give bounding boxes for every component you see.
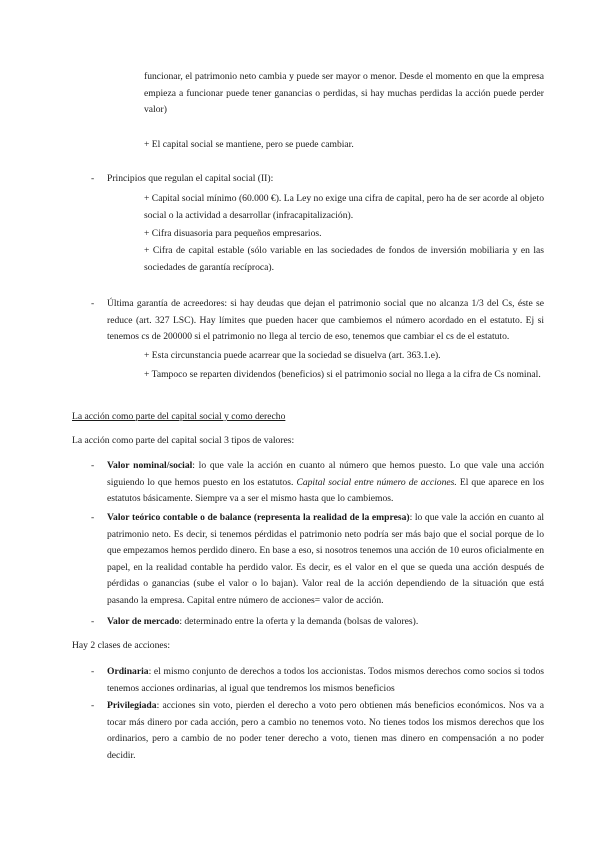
valor-teorico-text: : lo que vale la acción en cuanto al patrimonio neto. Es decir, si tenemos pérdidas el patrimonio neto podría ser más bajo que el social porque de lo que empezamos hemos perdido dinero. En base a eso, si nosotros tenemos una acción de 10 euros oficialmente en papel, en la realidad contable ha perdido valor. Es decir, es el valor en el que se queda una acción después de pérdidas o ganancias (sube el valor o lo bajan). Valor real de la acción dependiendo de la situación que está pasando la empresa. Capital entre número de acciones= valor de acción. [107,512,544,606]
bullet-dash: - [91,460,95,471]
bullet-dash: - [91,700,95,711]
clase-ordinaria-term: Ordinaria [107,666,149,677]
intro-plus-capital: + El capital social se mantiene, pero se puede cambiar. [144,139,354,150]
valor-mercado-term: Valor de mercado [107,616,180,627]
garantia-paragraph: Última garantía de acreedores: si hay deudas que dejan el patrimonio social que no alcanza 1/3 del Cs, éste se reduce (art. 327 LSC). Hay límites que pueden hacer que cambiemos el número acordado en el estatuto. Ej si tenemos cs de 200000 si el patrimonio no llega al tercio de eso, tenemos que cambiar el cs de el estatuto. [107,298,544,343]
bullet-dash: - [91,512,95,523]
clases-intro: Hay 2 clases de acciones: [72,640,171,651]
bullet-dash: - [91,616,95,627]
section-intro: La acción como parte del capital social 3 tipos de valores: [72,435,295,446]
clase-privilegiada-text: : acciones sin voto, pierden el derecho a voto pero obtienen más beneficios económicos. Nos va a tocar más dinero por cada acción, pero a cambio no tenemos voto. No tienes todos los mismos derechos que los ordinarios, pero a cambio de no poder tener derecho a voto, tienen mas dinero en compensación a no poder decidir. [107,700,544,761]
bullet-dash: - [91,173,95,184]
valor-nominal-term: Valor nominal/social [107,460,193,471]
garantia-item: + Esta circunstancia puede acarrear que la sociedad se disuelva (art. 363.1.e). [144,350,441,361]
clase-ordinaria-paragraph [107,664,544,697]
valor-mercado-text: : determinado entre la oferta y la demanda (bolsas de valores). [179,616,419,627]
valor-teorico-term: Valor teórico contable o de balance (representa la realidad de la empresa) [107,512,410,523]
intro-paragraph: funcionar, el patrimonio neto cambia y puede ser mayor o menor. Desde el momento en que la empresa empieza a funcionar puede tener ganancias o perdidas, si hay muchas perdidas la acción puede perder valor) [144,71,544,116]
principios-item: + Cifra disuasoria para pequeños empresarios. [144,228,322,239]
valor-nominal-paragraph [107,458,544,508]
clase-privilegiada-paragraph [107,698,544,764]
bullet-dash: - [91,298,95,309]
clase-ordinaria-text: : el mismo conjunto de derechos a todos los accionistas. Todos mismos derechos como socios si todos tenemos acciones ordinarias, al igual que tendremos los mismos beneficios [107,666,544,694]
valor-teorico-paragraph [107,510,544,610]
valor-nominal-text: : lo que vale la acción en cuanto al número que hemos puesto. Lo que vale una acción siguiendo lo que hemos puesto en los estatutos. [107,460,544,488]
principios-item: + Cifra de capital estable (sólo variable en las sociedades de fondos de inversión mobiliaria y en las sociedades de garantía recíproca). [144,245,544,273]
principios-item: + Capital social mínimo (60.000 €). La Ley no exige una cifra de capital, pero ha de ser acorde al objeto social o la actividad a desarrollar (infracapitalización). [144,193,544,221]
clase-privilegiada-term: Privilegiada [107,700,157,711]
bullet-dash: - [91,666,95,677]
section-heading: La acción como parte del capital social y como derecho [72,411,286,422]
principios-title: Principios que regulan el capital social (II): [107,173,274,184]
garantia-item: + Tampoco se reparten dividendos (beneficios) si el patrimonio social no llega a la cifra de Cs nominal. [144,369,541,380]
valor-nominal-italic: Capital social entre número de acciones. [296,476,457,488]
valor-mercado-paragraph [107,614,544,631]
valor-nominal-text-end: El que aparece en los estatutos básicamente. Siempre va a ser el mismo hasta que lo cambiemos. [107,476,544,505]
